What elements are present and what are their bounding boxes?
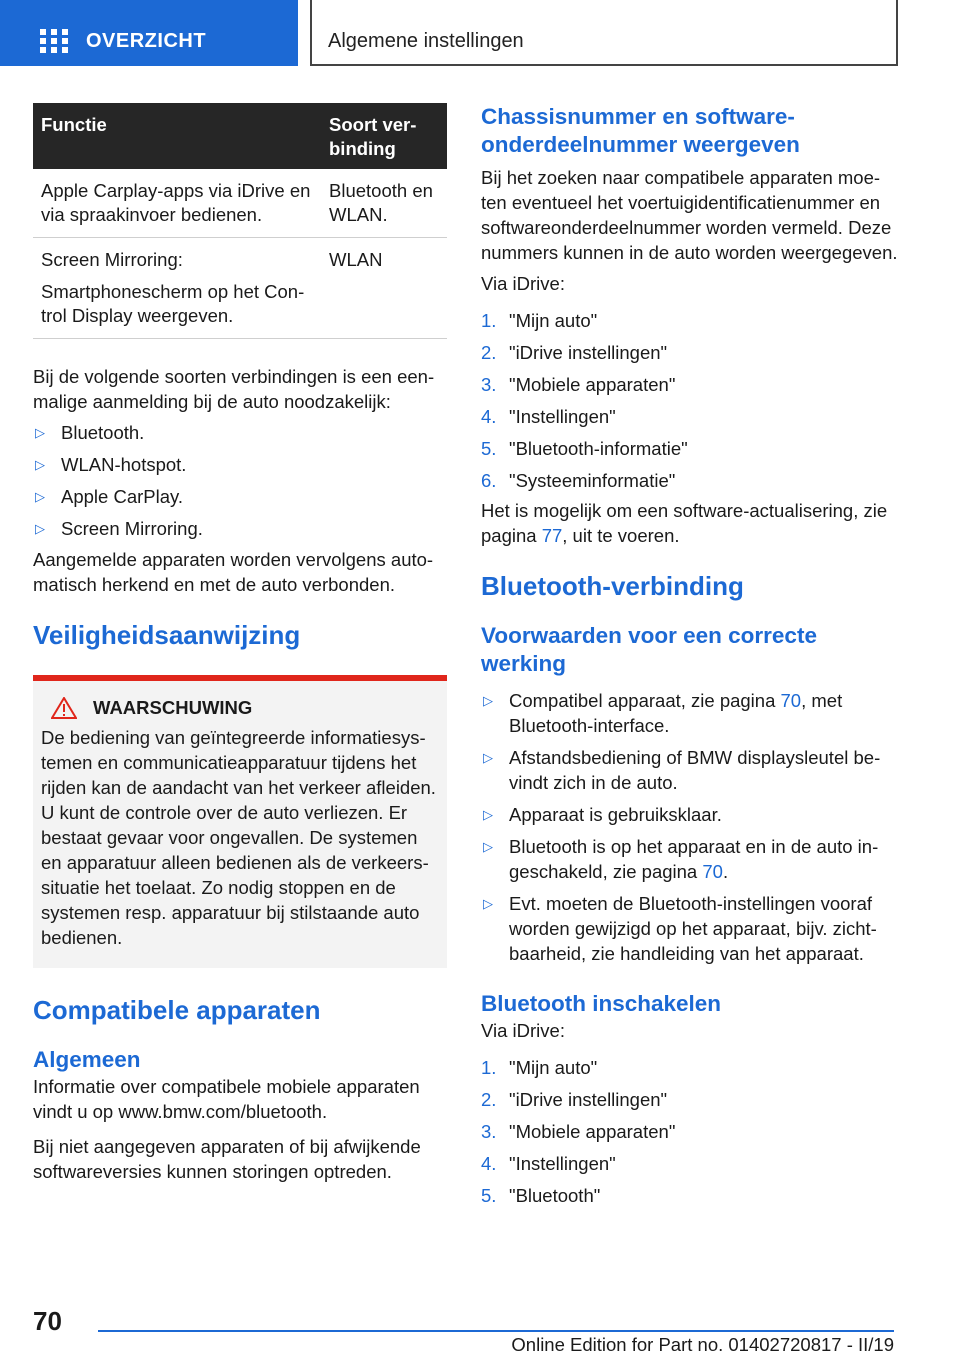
page-link[interactable]: 70: [780, 690, 802, 711]
warning-box: [33, 675, 447, 968]
breadcrumb: [310, 0, 898, 66]
list-item: 6. "Systeeminformatie": [481, 470, 676, 491]
conditions-heading: Voorwaarden voor een correcte werking: [481, 623, 817, 676]
triangle-bullet-icon: ▷: [483, 807, 493, 822]
bullet-list: [481, 688, 899, 966]
paragraph: Via iDrive:: [481, 1020, 565, 1041]
bluetooth-connection-heading: Bluetooth-verbinding: [481, 571, 744, 601]
list-item: ▷ Apple CarPlay.: [35, 486, 184, 507]
general-heading: Algemeen: [33, 1047, 141, 1072]
overview-tab[interactable]: [0, 0, 298, 66]
list-item: ▷ Bluetooth.: [35, 422, 145, 443]
table-cell-function: Screen Mirroring: Smartphonescherm op het Control Display weergeven.: [33, 238, 321, 339]
table-cell-connection: WLAN: [321, 238, 447, 339]
paragraph: Via iDrive:: [481, 273, 565, 294]
table-header-row: [33, 103, 447, 169]
compatible-devices-heading: Compatibele apparaten: [33, 995, 321, 1025]
list-item: ▷ Screen Mirroring.: [35, 518, 203, 539]
list-item: ▷ Afstandsbediening of BMW displaysleutel bevindt zich in de auto.: [483, 747, 881, 793]
safety-heading: Veiligheidsaanwijzing: [33, 620, 301, 650]
bullet-list: [33, 420, 447, 541]
list-item: ▷ Bluetooth is op het apparaat en in de auto ingeschakeld, zie pagina 70.: [483, 836, 879, 882]
list-item: 4. "Instellingen": [481, 1153, 616, 1174]
chassis-heading: Chassisnummer en softwareonderdeelnummer weergeven: [481, 104, 800, 157]
triangle-bullet-icon: ▷: [483, 896, 493, 911]
bluetooth-enable-heading: Bluetooth inschakelen: [481, 991, 722, 1016]
list-item: ▷ Compatibel apparaat, zie pagina 70, met Bluetooth-interface.: [483, 690, 843, 736]
page-number: 70: [33, 1306, 62, 1336]
list-item: 5. "Bluetooth": [481, 1185, 601, 1206]
list-item: 2. "iDrive instellingen": [481, 342, 668, 363]
table-header-function: Functie: [33, 103, 321, 169]
warning-header: [51, 697, 439, 719]
warning-triangle-icon: [51, 697, 77, 719]
paragraph: Informatie over compatibele mobiele apparaten vindt u op www.bmw.com/bluetooth.: [33, 1076, 420, 1122]
list-item: 3. "Mobiele apparaten": [481, 1121, 676, 1142]
table-cell-connection: Bluetooth en WLAN.: [321, 169, 447, 238]
footer-divider: [98, 1330, 894, 1332]
list-item: 3. "Mobiele apparaten": [481, 374, 676, 395]
top-bar: [0, 0, 960, 66]
list-item: ▷ Apparaat is gebruiksklaar.: [483, 804, 722, 825]
warning-title: WAARSCHUWING: [93, 697, 253, 718]
list-item: 2. "iDrive instellingen": [481, 1089, 668, 1110]
list-item: ▷ WLAN-hotspot.: [35, 454, 187, 475]
overview-label: OVERZICHT: [86, 30, 207, 52]
list-item: 1. "Mijn auto": [481, 1057, 598, 1078]
triangle-bullet-icon: ▷: [35, 489, 45, 504]
page-link[interactable]: 70: [702, 861, 723, 882]
page-link[interactable]: 77: [541, 525, 563, 546]
paragraph: Aangemelde apparaten worden vervolgens automatisch herkend en met de auto verbonden.: [33, 549, 434, 595]
list-item: ▷ Evt. moeten de Bluetooth-instellingen vooraf worden gewijzigd op het apparaat, bijv. zichtbaarheid, zie handleiding van het apparaat.: [483, 893, 877, 964]
paragraph: Bij niet aangegeven apparaten of bij afwijkende softwareversies kunnen storingen optreden.: [33, 1136, 421, 1182]
edition-text: Online Edition for Part no. 01402720817 - II/19: [511, 1334, 894, 1355]
triangle-bullet-icon: ▷: [35, 425, 45, 440]
list-item: 4. "Instellingen": [481, 406, 616, 427]
list-item: 1. "Mijn auto": [481, 310, 598, 331]
table-row: [33, 238, 447, 339]
list-item: 5. "Bluetooth-informatie": [481, 438, 688, 459]
grid-icon: [40, 29, 68, 53]
section-title: Algemene instellingen: [328, 30, 524, 52]
triangle-bullet-icon: ▷: [483, 839, 493, 854]
triangle-bullet-icon: ▷: [35, 521, 45, 536]
table-row: [33, 169, 447, 238]
function-table: [33, 103, 447, 339]
paragraph: Bij het zoeken naar compatibele apparaten moeten eventueel het voertuigidentificatienummer en softwareonderdeelnummer worden vermeld. Deze nummers kunnen in de auto worden weergegeven.: [481, 167, 898, 263]
warning-text: De bediening van geïntegreerde informatiesystemen en communicatieapparatuur tijdens het rijden kan de aandacht van het verkeer afleiden. U kunt de controle over de auto verliezen. Er bestaat gevaar voor ongevallen. De systemen en apparatuur alleen bedienen als de verkeerssituatie het toelaat. Zo nodig stoppen en de systemen resp. apparatuur bij stilstaande auto bedienen.: [41, 727, 436, 948]
table-cell-function: Apple Carplay-apps via iDrive en via spraakinvoer bedienen.: [33, 169, 321, 238]
table-header-connection: Soort ver- binding: [321, 103, 447, 169]
right-column: [481, 103, 899, 1215]
left-column: [33, 103, 447, 1184]
numbered-list: [481, 1055, 899, 1208]
triangle-bullet-icon: ▷: [483, 750, 493, 765]
triangle-bullet-icon: ▷: [483, 693, 493, 708]
triangle-bullet-icon: ▷: [35, 457, 45, 472]
paragraph: Het is mogelijk om een software-actualisering, zie pagina 77, uit te voeren.: [481, 500, 888, 546]
numbered-list: [481, 308, 899, 493]
paragraph: Bij de volgende soorten verbindingen is een eenmalige aanmelding bij de auto noodzakelijk:: [33, 366, 435, 412]
